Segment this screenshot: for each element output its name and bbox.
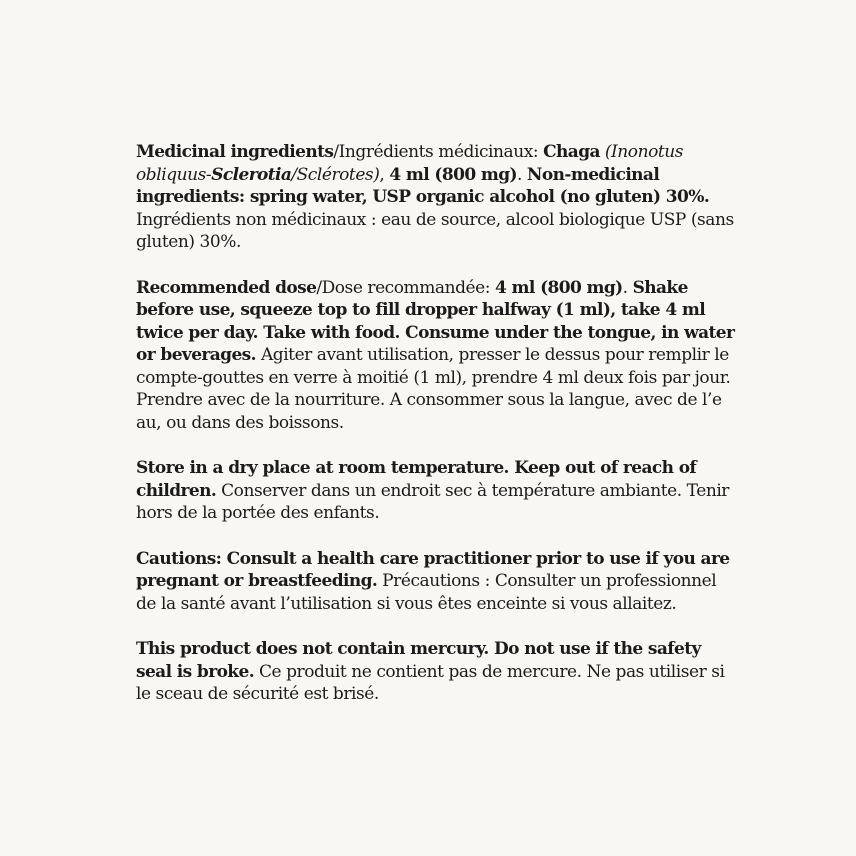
mercury-text-en: This product does not contain mercury. Do not use if the safety seal is broke. [136, 639, 701, 682]
non-medicinal-ingredients-en: Non-medicinal ingredients: spring water, USP organic alcohol (no gluten) 30%. [136, 164, 710, 207]
ingredients-paragraph [136, 141, 736, 254]
storage-paragraph [136, 457, 736, 525]
ingredient-part-separator: / [291, 164, 297, 185]
dose-instructions-fr: Agiter avant utilisation, presser le dessus pour remplir le compte-gouttes en verre à moitié (1 ml), prendre 4 ml deux fois par jour. Prendre avec de la nourriture. A consommer sous la langue, avec de l’e au, ou dans des boissons. [136, 345, 731, 433]
storage-text-fr: Conserver dans un endroit sec à température ambiante. Tenir hors de la portée des enfants. [136, 480, 729, 523]
product-label-text [136, 141, 736, 729]
mercury-paragraph [136, 638, 736, 706]
ingredient-part-en: Sclerotia [211, 164, 292, 185]
ingredients-separator: / [333, 142, 339, 162]
cautions-text-fr: Précautions : Consulter un professionnel de la santé avant l’utilisation si vous êtes enceinte si vous allaitez. [136, 571, 717, 614]
cautions-paragraph [136, 548, 736, 616]
dose-label-en: Recommended dose [136, 277, 317, 298]
cautions-text-en: Cautions: Consult a health care practitioner prior to use if you are pregnant or breastfeeding. [136, 548, 730, 591]
mercury-text-fr: Ce produit ne contient pas de mercure. Ne pas utiliser si le sceau de sécurité est brisé. [136, 661, 725, 704]
ingredient-name: Chaga [543, 142, 600, 162]
dose-separator: / [316, 277, 322, 298]
dose-instructions-en: Shake before use, squeeze top to fill dropper halfway (1 ml), take 4 ml twice per day. Take with food. Consume under the tongue, in water or beverages. [136, 277, 735, 365]
ingredient-amount: 4 ml (800 mg) [389, 164, 517, 185]
dose-amount-dot: . [622, 277, 633, 298]
non-medicinal-ingredients-fr: Ingrédients non médicinaux : eau de source, alcool biologique USP (sans gluten) 30%. [136, 209, 734, 252]
dose-paragraph [136, 277, 736, 435]
ingredients-label-fr: Ingrédients médicinaux: [338, 142, 544, 162]
ingredients-label-en: Medicinal ingredients [136, 142, 334, 162]
ingredient-latin-name: (Inonotus obliquus- [136, 142, 684, 185]
storage-text-en: Store in a dry place at room temperature. Keep out of reach of children. [136, 458, 697, 501]
dose-amount: 4 ml (800 mg) [494, 277, 623, 298]
ingredient-amount-dot: . [517, 164, 527, 185]
dose-label-fr: Dose recommandée: [321, 277, 495, 298]
ingredient-amount-lead: , [379, 164, 390, 185]
ingredient-part-fr: Sclérotes) [296, 164, 380, 185]
